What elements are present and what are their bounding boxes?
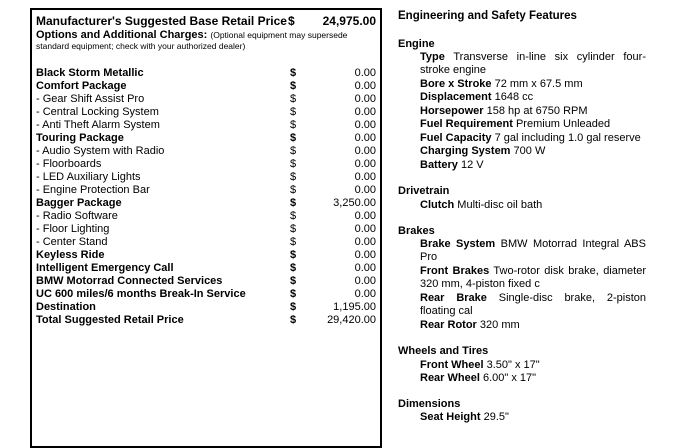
option-dollar: $	[290, 106, 297, 118]
option-label: - Engine Protection Bar	[36, 184, 150, 196]
option-dollar: $	[290, 119, 297, 131]
option-dollar: $	[290, 249, 297, 261]
seat-height	[420, 411, 646, 424]
option-amount: 0.00	[354, 80, 376, 92]
engine-displacement	[420, 91, 646, 104]
option-row	[36, 80, 376, 93]
rear-rotor	[420, 319, 646, 332]
option-dollar: $	[290, 67, 297, 79]
engine-type	[420, 51, 646, 78]
option-dollar: $	[290, 184, 297, 196]
option-amount: 0.00	[354, 158, 376, 170]
option-row	[36, 171, 376, 184]
rear-wheel-label: Rear Wheel	[420, 372, 480, 384]
options-note-1: (Optional equipment may supersede	[210, 30, 348, 40]
engine-fuel-requirement	[420, 118, 646, 131]
front-brakes	[420, 265, 646, 292]
seat-height-value: 29.5"	[483, 411, 509, 423]
brakes-heading: Brakes	[398, 225, 435, 237]
option-amount: 0.00	[354, 262, 376, 274]
option-dollar: $	[290, 145, 297, 157]
option-dollar: $	[290, 171, 297, 183]
option-row	[36, 158, 376, 171]
option-label: Total Suggested Retail Price	[36, 314, 184, 326]
option-row	[36, 236, 376, 249]
engine-capacity-value: 7 gal including 1.0 gal reserve	[494, 132, 641, 144]
engine-fuel-label: Fuel Requirement	[420, 118, 513, 130]
option-row	[36, 275, 376, 288]
wheels-heading: Wheels and Tires	[398, 345, 489, 357]
engine-displacement-value: 1648 cc	[494, 91, 534, 103]
option-row	[36, 197, 376, 210]
dimensions-heading: Dimensions	[398, 398, 461, 410]
option-label: - Anti Theft Alarm System	[36, 119, 160, 131]
option-amount: 0.00	[354, 132, 376, 144]
front-wheel-label: Front Wheel	[420, 359, 484, 371]
option-row	[36, 223, 376, 236]
brake-system-label: Brake System	[420, 238, 496, 250]
engine-capacity-label: Fuel Capacity	[420, 132, 492, 144]
rear-wheel-value: 6.00" x 17"	[482, 372, 537, 384]
engine-heading: Engine	[398, 38, 435, 50]
option-dollar: $	[290, 262, 297, 274]
option-row	[36, 119, 376, 132]
msrp-row	[36, 15, 376, 28]
rear-brake-label: Rear Brake	[420, 292, 487, 304]
options-header	[36, 29, 376, 41]
engine-horsepower	[420, 105, 646, 118]
engine-battery-value: 12 V	[460, 159, 484, 171]
option-amount: 0.00	[354, 249, 376, 261]
option-label: Destination	[36, 301, 96, 313]
option-label: - Radio Software	[36, 210, 118, 222]
option-label: Intelligent Emergency Call	[36, 262, 174, 274]
option-label: Black Storm Metallic	[36, 67, 144, 79]
clutch-label: Clutch	[420, 199, 455, 211]
option-dollar: $	[290, 158, 297, 170]
option-dollar: $	[290, 288, 297, 300]
option-row	[36, 184, 376, 197]
msrp-value: 24,975.00	[322, 14, 376, 28]
engine-charging	[420, 145, 646, 158]
options-note-2: standard equipment; check with your authorized dealer)	[36, 41, 246, 51]
msrp-dollar: $	[288, 14, 295, 28]
option-dollar: $	[290, 132, 297, 144]
engine-displacement-label: Displacement	[420, 91, 492, 103]
option-label: - Gear Shift Assist Pro	[36, 93, 145, 105]
option-row	[36, 249, 376, 262]
option-row	[36, 288, 376, 301]
brake-system-value: BMW Motorrad Integral ABS Pro	[420, 238, 646, 264]
clutch-value: Multi-disc oil bath	[457, 199, 543, 211]
option-amount: 0.00	[354, 171, 376, 183]
rear-rotor-label: Rear Rotor	[420, 319, 477, 331]
engine-fuel-value: Premium Unleaded	[515, 118, 611, 130]
price-sticker	[30, 8, 382, 448]
option-amount: 0.00	[354, 275, 376, 287]
option-row	[36, 67, 376, 80]
engine-horsepower-label: Horsepower	[420, 105, 484, 117]
engine-type-label: Type	[420, 51, 445, 63]
option-label: - Floorboards	[36, 158, 102, 170]
option-row	[36, 132, 376, 145]
front-brakes-label: Front Brakes	[420, 265, 490, 277]
option-amount: 0.00	[354, 210, 376, 222]
rear-brake	[420, 292, 646, 319]
option-row	[36, 93, 376, 106]
option-label: BMW Motorrad Connected Services	[36, 275, 223, 287]
option-amount: 0.00	[354, 145, 376, 157]
rear-wheel	[420, 372, 646, 385]
options-label: Options and Additional Charges:	[36, 29, 208, 41]
option-row	[36, 301, 376, 314]
option-label: Comfort Package	[36, 80, 127, 92]
option-row	[36, 262, 376, 275]
engine-type-value: Transverse in-line six cylinder four-stroke engine	[420, 51, 646, 77]
option-amount: 1,195.00	[333, 301, 376, 313]
engine-charging-value: 700 W	[513, 145, 546, 157]
option-dollar: $	[290, 223, 297, 235]
engine-charging-label: Charging System	[420, 145, 511, 157]
option-dollar: $	[290, 210, 297, 222]
option-amount: 0.00	[354, 93, 376, 105]
option-amount: 0.00	[354, 67, 376, 79]
msrp-label: Manufacturer's Suggested Base Retail Price	[36, 14, 287, 28]
engine-battery-label: Battery	[420, 159, 458, 171]
option-dollar: $	[290, 80, 297, 92]
seat-height-label: Seat Height	[420, 411, 481, 423]
option-label: - Floor Lighting	[36, 223, 110, 235]
option-dollar: $	[290, 314, 297, 326]
drivetrain-clutch	[420, 199, 646, 212]
option-label: - LED Auxiliary Lights	[36, 171, 141, 183]
option-dollar: $	[290, 236, 297, 248]
option-dollar: $	[290, 93, 297, 105]
option-amount: 29,420.00	[327, 314, 376, 326]
option-label: Keyless Ride	[36, 249, 105, 261]
engine-horsepower-value: 158 hp at 6750 RPM	[486, 105, 588, 117]
option-label: Touring Package	[36, 132, 124, 144]
option-amount: 0.00	[354, 119, 376, 131]
option-label: - Center Stand	[36, 236, 108, 248]
option-label: - Audio System with Radio	[36, 145, 165, 157]
option-row	[36, 314, 376, 327]
option-dollar: $	[290, 197, 297, 209]
option-label: - Central Locking System	[36, 106, 159, 118]
option-dollar: $	[290, 275, 297, 287]
engine-battery	[420, 159, 646, 172]
option-row	[36, 210, 376, 223]
option-row	[36, 106, 376, 119]
option-amount: 0.00	[354, 236, 376, 248]
option-amount: 0.00	[354, 106, 376, 118]
engine-fuel-capacity	[420, 132, 646, 145]
drivetrain-heading: Drivetrain	[398, 185, 450, 197]
front-wheel-value: 3.50" x 17"	[486, 359, 540, 371]
option-row	[36, 145, 376, 158]
rear-brake-value: Single-disc brake, 2-piston floating cal	[420, 292, 647, 318]
option-amount: 0.00	[354, 288, 376, 300]
option-label: UC 600 miles/6 months Break-In Service	[36, 288, 246, 300]
rear-rotor-value: 320 mm	[479, 319, 520, 331]
engine-bore	[420, 78, 646, 91]
option-amount: 0.00	[354, 223, 376, 235]
option-amount: 3,250.00	[333, 197, 376, 209]
option-label: Bagger Package	[36, 197, 122, 209]
specs-title: Engineering and Safety Features	[398, 10, 577, 22]
front-wheel	[420, 359, 646, 372]
engine-bore-value: 72 mm x 67.5 mm	[494, 78, 583, 90]
option-dollar: $	[290, 301, 297, 313]
option-amount: 0.00	[354, 184, 376, 196]
engine-bore-label: Bore x Stroke	[420, 78, 492, 90]
front-brakes-value: Two-rotor disk brake, diameter 320 mm, 4-piston fixed c	[420, 265, 646, 291]
brake-system	[420, 238, 646, 265]
